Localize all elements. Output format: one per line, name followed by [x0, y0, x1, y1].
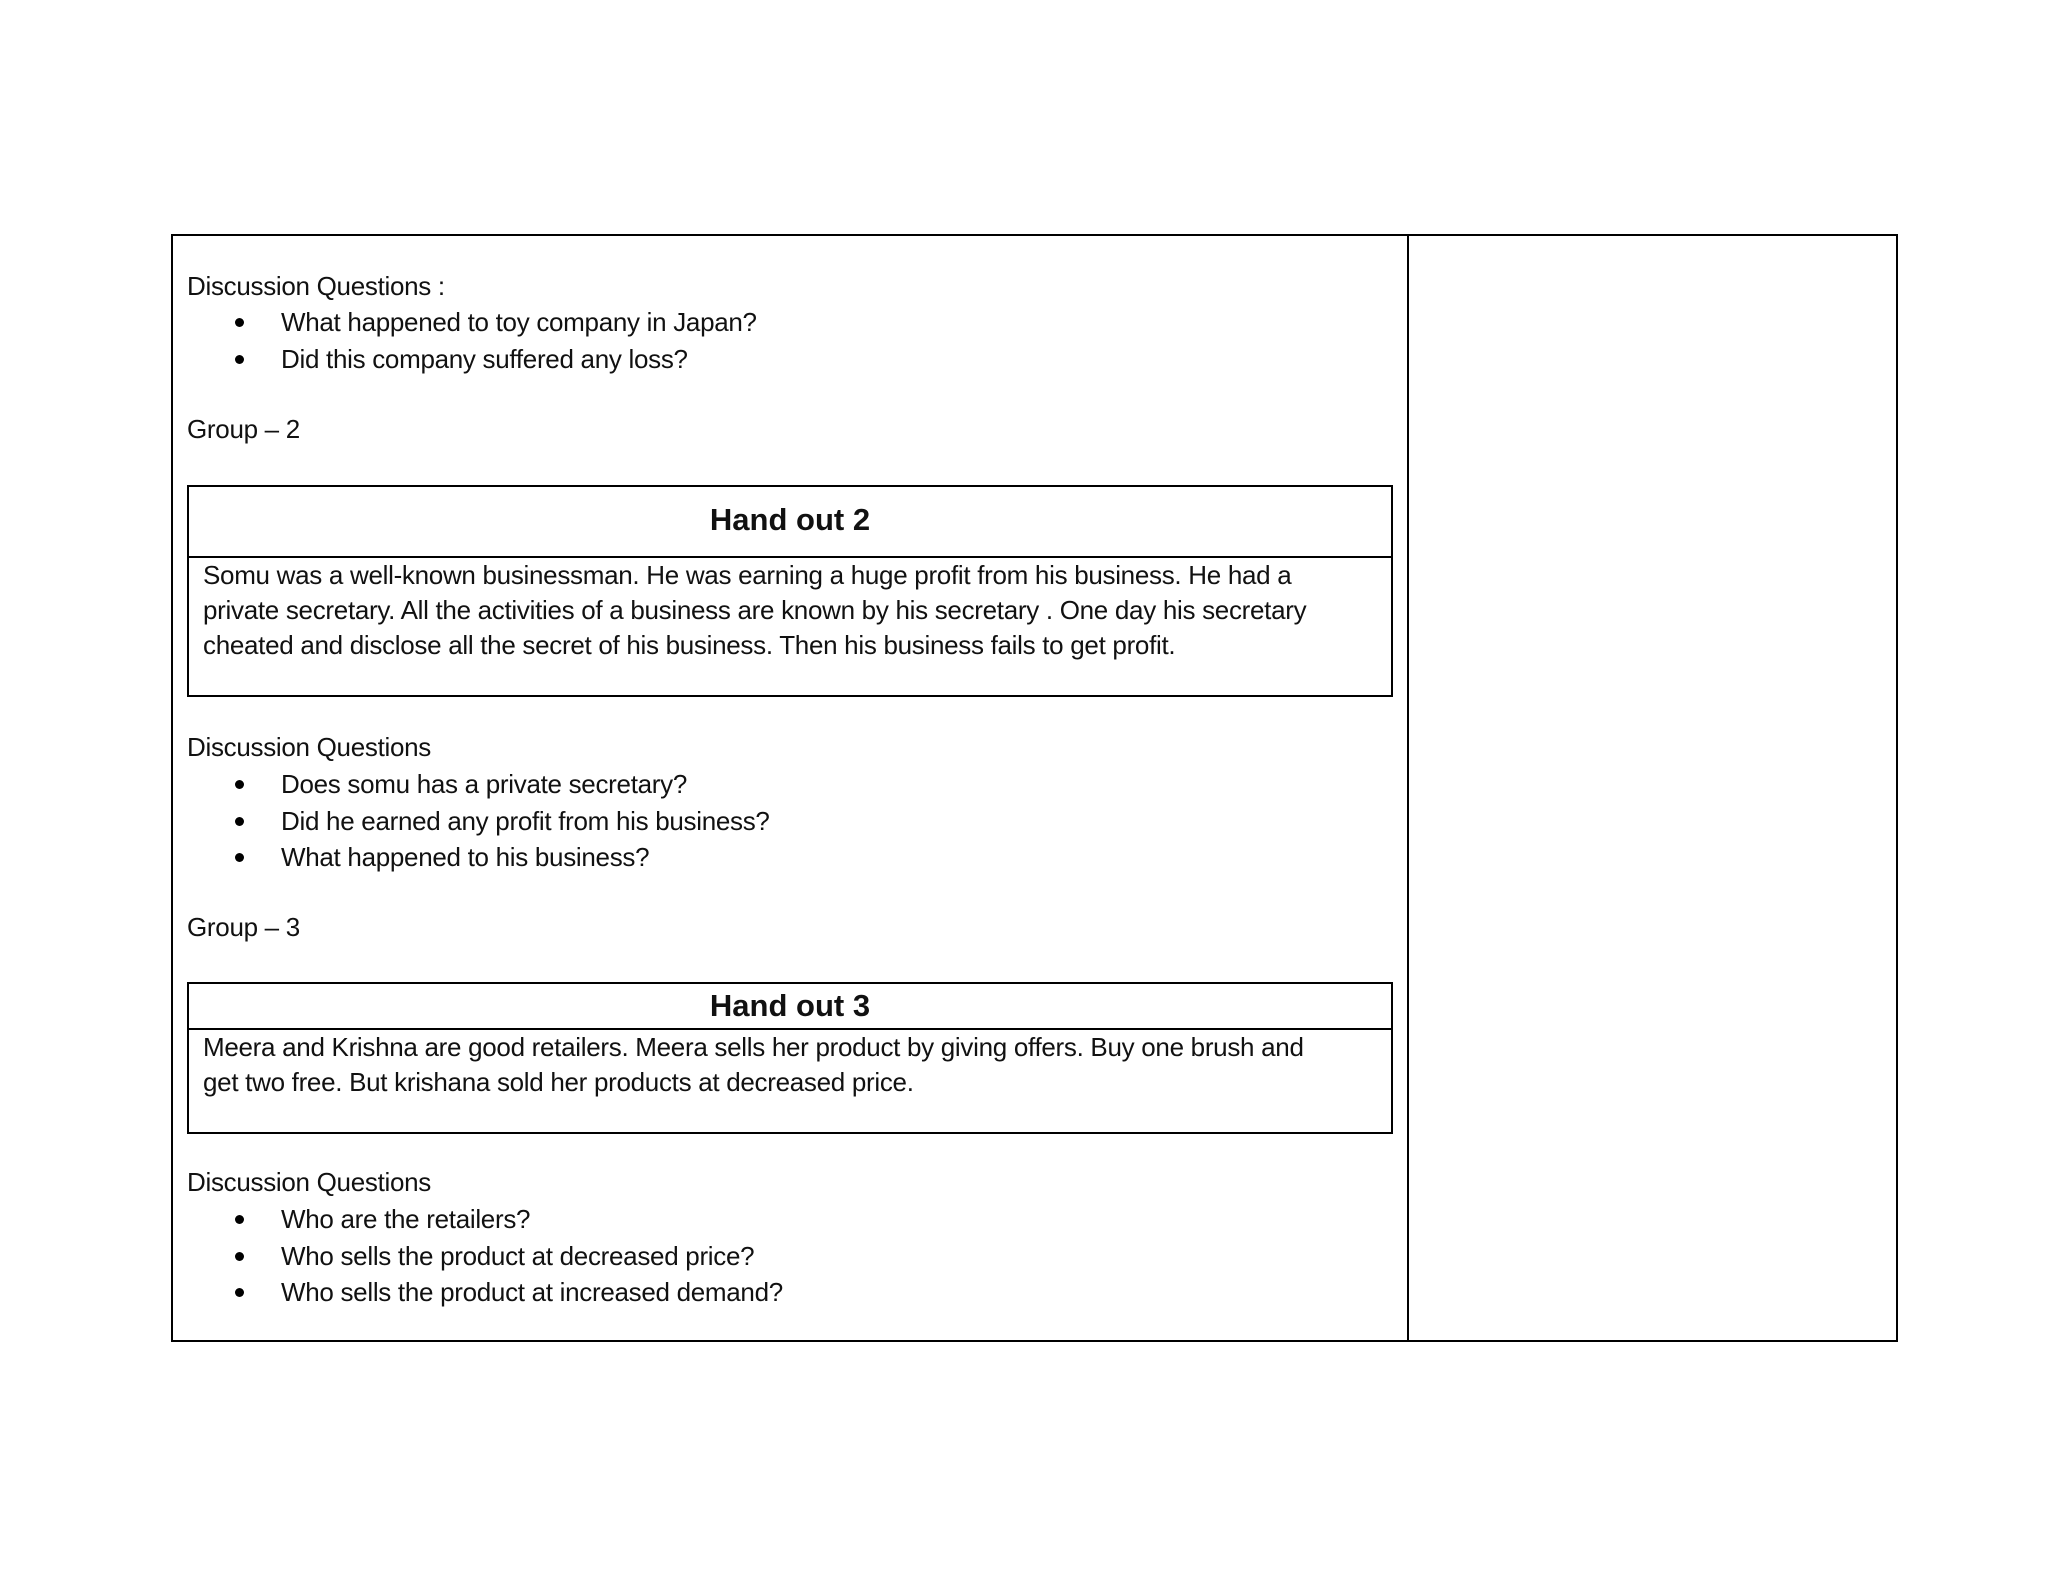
right-cell	[1409, 236, 1896, 1340]
bullet-icon	[235, 780, 244, 789]
group-2-label: Group – 2	[187, 414, 300, 444]
bullet-icon	[235, 1288, 244, 1297]
handout-3-title: Hand out 3	[189, 984, 1391, 1030]
discussion-heading-3: Discussion Questions	[187, 1167, 431, 1197]
handout-2-title: Hand out 2	[189, 487, 1391, 558]
bullet-icon	[235, 853, 244, 862]
handout-3-body: Meera and Krishna are good retailers. Meera sells her product by giving offers. Buy one brush and get two free. But krishana sold her products at decreased price.	[203, 1032, 1304, 1097]
handout-3-box	[187, 982, 1393, 1134]
bullet-icon	[235, 817, 244, 826]
bullet-icon	[235, 1215, 244, 1224]
discussion-heading-2: Discussion Questions	[187, 732, 431, 762]
bullet-icon	[235, 355, 244, 364]
discussion-heading-1: Discussion Questions :	[187, 271, 445, 301]
handout-2-box	[187, 485, 1393, 697]
group-3-label: Group – 3	[187, 912, 300, 942]
document-table: Discussion Questions : What happened to toy company in Japan? Did this company suffered any loss? Group – 2 Hand out 2 Somu was a well-known businessman. He was earning a huge profit from his business. He had a private secretary. All the activities of a business are known by his secretary . One day his secretary cheated and disclose all the secret of his business. Then his business fails to get profit. Discussion Questions Does somu has a private secretary? Did he earned any profit from his business? What happened to his business? Group – 3 Hand out 3 Meera and Krishna are good retailers. Meera sells her product by giving offers. Buy one brush and get two free. But krishana sold her products at decreased price. Discussion Questions Who are the retailers? Who sells the product at decreased price? Who sells the product at increased demand?	[171, 234, 1898, 1342]
bullet-icon	[235, 318, 244, 327]
handout-2-body: Somu was a well-known businessman. He was earning a huge profit from his business. He had a private secretary. All the activities of a business are known by his secretary . One day his secretary cheated and disclose all the secret of his business. Then his business fails to get profit.	[203, 560, 1307, 660]
bullet-icon	[235, 1252, 244, 1261]
